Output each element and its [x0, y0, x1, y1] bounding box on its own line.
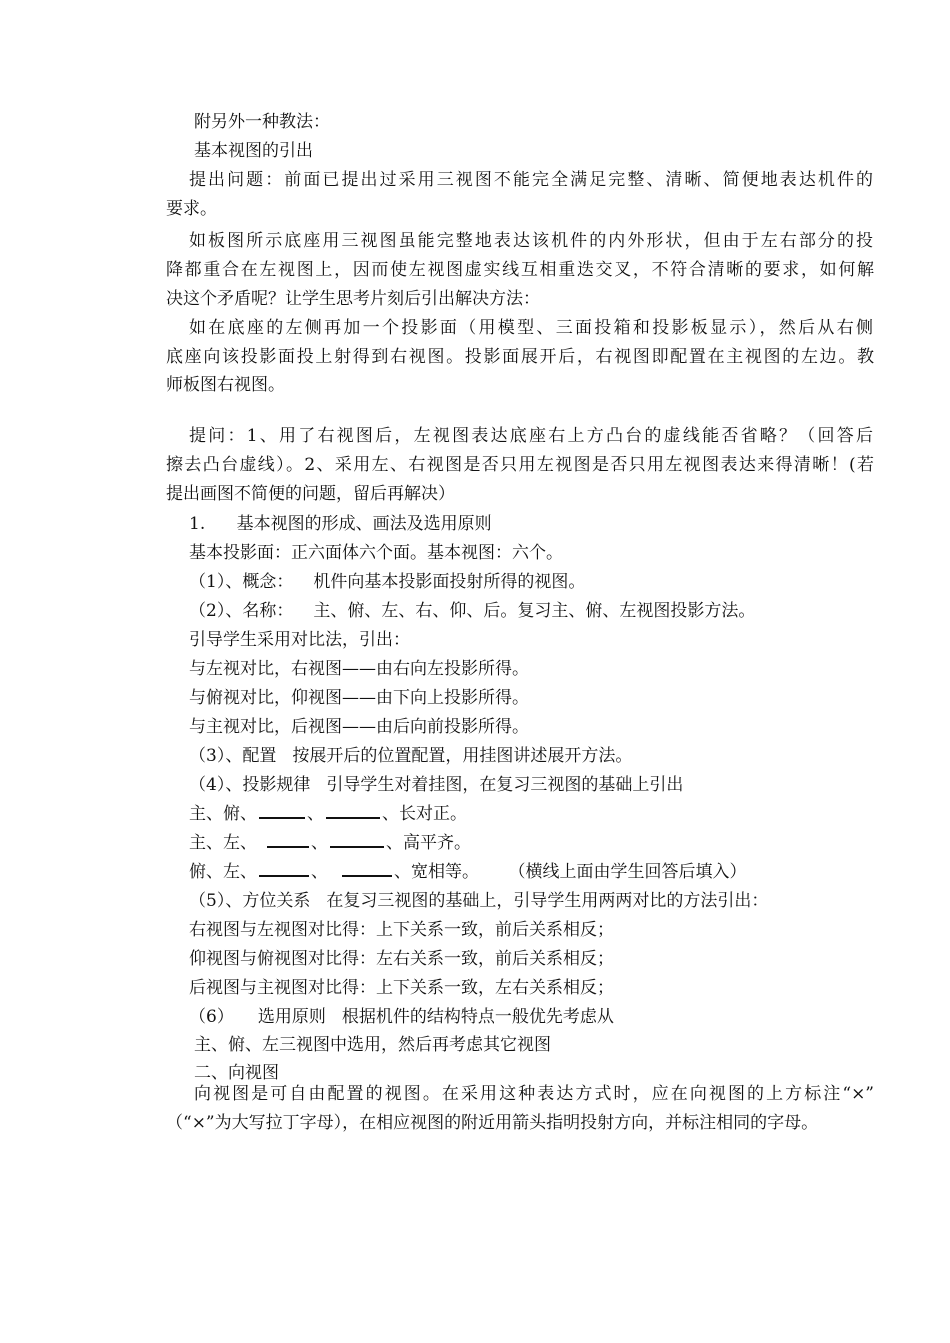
layout-item [189, 745, 632, 767]
item-label: （6） [189, 1007, 234, 1027]
selection-item [189, 1006, 614, 1028]
row-text: 、 [307, 804, 324, 824]
row-text: 、 [311, 862, 328, 882]
item-label: （1）、概念： [189, 572, 294, 592]
paragraph-line: 如在底座的左侧再加一个投影面（用模型、三面投箱和投影板显示），然后从右侧 [189, 318, 873, 338]
paragraph-line: 底座向该投影面投上射得到右视图。投影面展开后，右视图即配置在主视图的左边。教 [166, 347, 874, 367]
names-item [189, 600, 755, 622]
answer-blank[interactable] [267, 832, 309, 848]
fill-blank-row [189, 861, 747, 883]
answer-blank[interactable] [342, 861, 392, 877]
item-text: 按展开后的位置配置，用挂图讲述展开方法。 [292, 746, 633, 766]
guide-line: 引导学生采用对比法，引出： [189, 630, 410, 650]
item-text: 在复习三视图的基础上，引导学生用两两对比的方法引出： [326, 891, 769, 911]
answer-blank[interactable] [330, 832, 384, 848]
row-text: 、宽相等。 [394, 862, 479, 882]
item-text: 根据机件的结构特点一般优先考虑从 [341, 1007, 614, 1027]
item-label: （3）、配置 [189, 746, 277, 766]
row-text: 俯、左、 [189, 862, 257, 882]
question-line: 擦去凸台虚线）。2、采用左、右视图是否只用左视图是否只用左视图表达来得清晰！(若 [166, 455, 874, 475]
item-label: （4）、投影规律 [189, 775, 311, 795]
section-1-heading [189, 513, 492, 535]
fill-note: （横线上面由学生回答后填入） [517, 862, 747, 882]
item-label: （2）、名称： [189, 601, 294, 621]
item-text: 主、俯、左、右、仰、后。复习主、俯、左视图投影方法。 [313, 601, 756, 621]
paragraph-line: 要求。 [166, 199, 217, 219]
row-text: 、 [311, 833, 328, 853]
row-text: 主、俯、 [189, 804, 257, 824]
heading-alt-method: 附另外一种教法： [194, 112, 330, 132]
paragraph-line: 向视图是可自由配置的视图。在采用这种表达方式时，应在向视图的上方标注“×” [194, 1084, 874, 1104]
row-text: 、长对正。 [382, 804, 467, 824]
paragraph-line: 降都重合在左视图上，因而使左视图虚实线互相重迭交叉，不符合清晰的要求，如何解 [166, 260, 874, 280]
fill-blank-row [189, 803, 467, 825]
heading-basic-views: 基本视图的引出 [194, 141, 313, 161]
paragraph-line: （“×”为大写拉丁字母），在相应视图的附近用箭头指明投射方向，并标注相同的字母。 [166, 1113, 819, 1133]
paragraph-line: 提出问题：前面已提出过采用三视图不能完全满足完整、清晰、简便地表达机件的 [189, 170, 873, 190]
projection-rule-item [189, 774, 683, 796]
selection-line: 主、俯、左三视图中选用，然后再考虑其它视图 [194, 1035, 551, 1055]
basic-projection-line: 基本投影面：正六面体六个面。基本视图：六个。 [189, 543, 563, 563]
orientation-line: 右视图与左视图对比得：上下关系一致，前后关系相反； [189, 920, 614, 940]
item-label: （5）、方位关系 [189, 891, 311, 911]
orientation-item [189, 890, 768, 912]
paragraph-line: 如板图所示底座用三视图虽能完整地表达该机件的内外形状，但由于左右部分的投 [189, 231, 873, 251]
section-number: 1. [189, 514, 206, 534]
question-line: 提出画图不简便的问题，留后再解决） [166, 484, 455, 504]
comparison-line: 与主视对比，后视图——由后向前投影所得。 [189, 717, 529, 737]
item-title: 选用原则 [257, 1007, 326, 1027]
answer-blank[interactable] [326, 803, 380, 819]
orientation-line: 仰视图与俯视图对比得：左右关系一致，前后关系相反； [189, 949, 614, 969]
row-text: 、高平齐。 [386, 833, 471, 853]
fill-blank-row [189, 832, 471, 854]
paragraph-line: 决这个矛盾呢？让学生思考片刻后引出解决方法： [166, 289, 540, 309]
answer-blank[interactable] [259, 861, 309, 877]
question-line: 提问：1、用了右视图后，左视图表达底座右上方凸台的虚线能否省略？（回答后 [189, 426, 873, 446]
item-text: 机件向基本投影面投射所得的视图。 [313, 572, 586, 592]
paragraph-line: 师板图右视图。 [166, 375, 285, 395]
orientation-line: 后视图与主视图对比得：上下关系一致，左右关系相反； [189, 978, 614, 998]
section-title: 基本视图的形成、画法及选用原则 [236, 514, 492, 534]
concept-item [189, 571, 585, 593]
row-text: 主、左、 [189, 833, 257, 853]
comparison-line: 与左视对比，右视图——由右向左投影所得。 [189, 659, 529, 679]
item-text: 引导学生对着挂图，在复习三视图的基础上引出 [326, 775, 684, 795]
comparison-line: 与俯视对比，仰视图——由下向上投影所得。 [189, 688, 529, 708]
section-2-heading: 二、向视图 [194, 1063, 279, 1083]
answer-blank[interactable] [259, 803, 305, 819]
